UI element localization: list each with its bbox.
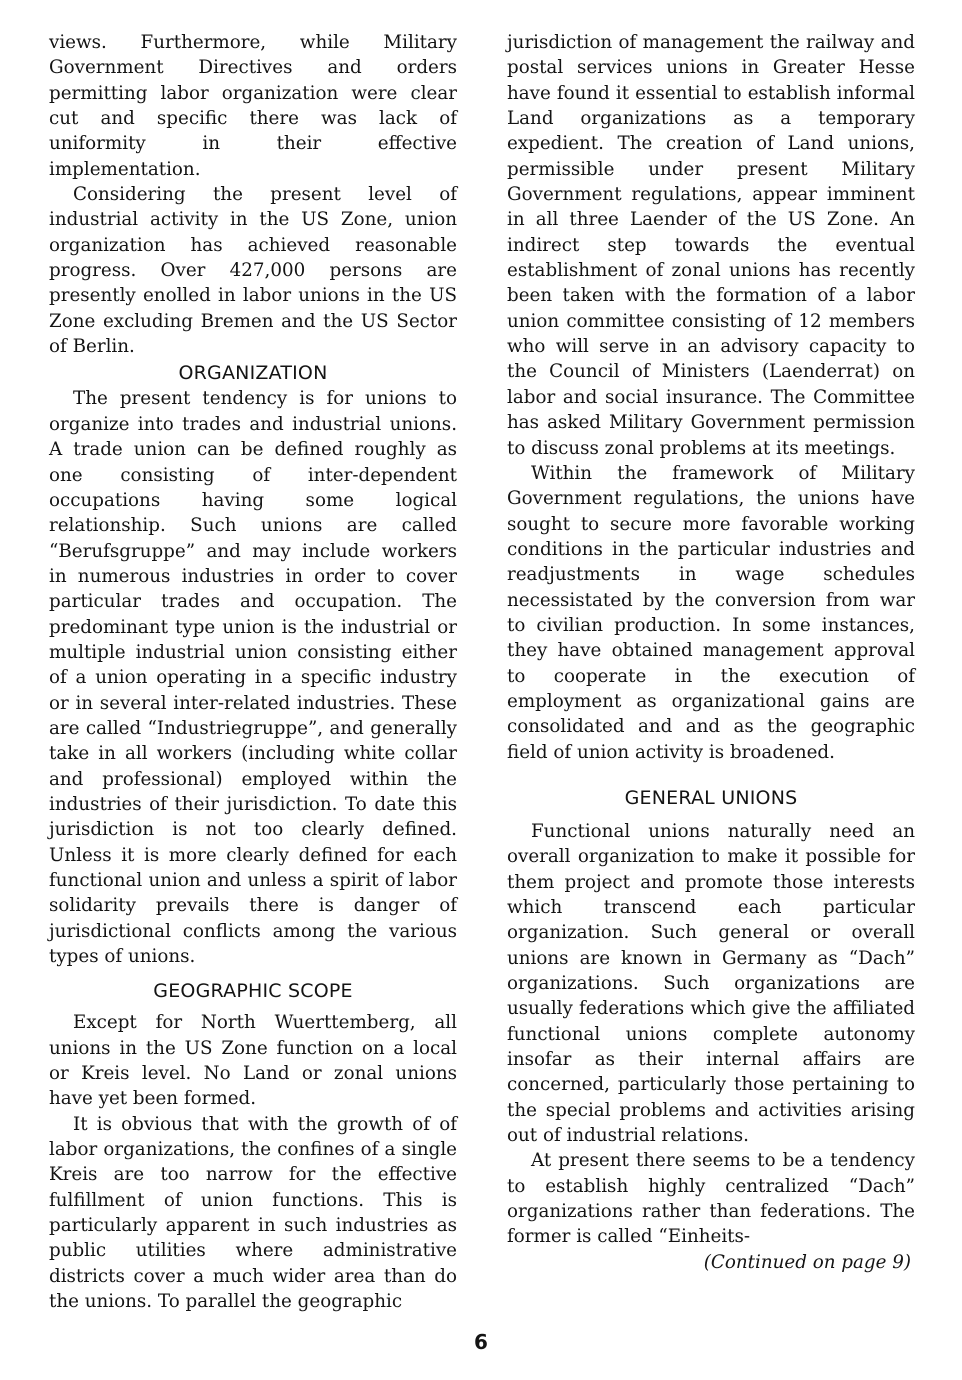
paragraph-framework: Within the framework of Military Government regulations, the unions have sought to secure more favorable working conditions in the particular industries and readjustments in wage schedules necessistated by the conversion from war to civilian production. In some instances, they have obtained management approval to cooperate in the execution of employment as organizational gains are consolidated and and as the geographic field of union activity is broadened. — [507, 462, 915, 763]
paragraph-geographic-2: It is obvious that with the growth of of labor organizations, the confines of a single Kreis are too narrow for the effective fulfillment of union functions. This is particularly apparent in such industries as public utilities where administrative districts cover a much wider area than do the unions. To parallel the geographic — [49, 1113, 457, 1313]
paragraph-geographic-1: Except for North Wuerttemberg, all unions in the US Zone function on a local or Kreis level. No Land or zonal unions have yet been formed. — [49, 1012, 457, 1110]
paragraph-organization: The present tendency is for unions to organize into trades and industrial unions. A trade union can be defined roughly as one consisting of inter-dependent occupations having some logical relationship. Such unions are called “Berufsgruppe” and may include workers in numerous industries in order to cover particular trades and occupation. The predominant type union is the industrial or multiple industrial union consisting either of a union operating in a specific industry or in several inter-related industries. These are called “Industriegruppe”, and generally take in all workers (including white collar and professional) employed within the industries of their jurisdiction. To date this jurisdiction is not too clearly defined. Unless it is more clearly defined for each functional union and unless a spirit of labor solidarity prevails there is danger of jurisdictional conflicts among the various types of unions. — [49, 388, 457, 968]
heading-general-unions: GENERAL UNIONS — [624, 786, 798, 809]
paragraph-jurisdiction: jurisdiction of management the railway and postal services unions in Greater Hesse have found it essential to establish informal Land organizations as a temporary expedient. The creation of Land unions, permissible under present Military Government regulations, appear imminent in all three Laender of the US Zone. An indirect step towards the eventual establishment of zonal unions has recently been taken with the formation of a labor union committee consisting of 12 members who will serve in an advisory capacity to the Council of Ministers (Laenderrat) on labor and social insurance. The Committee has asked Military Government permission to discuss zonal problems at its meetings. — [507, 32, 915, 459]
heading-organization: ORGANIZATION — [178, 362, 328, 385]
left-column — [49, 30, 457, 1315]
continued-note: (Continued on page 9) — [703, 1251, 911, 1273]
heading-geographic-scope: GEOGRAPHIC SCOPE — [153, 980, 353, 1003]
right-column — [507, 30, 915, 1275]
paragraph-intro: views. Furthermore, while Military Government Directives and orders permitting labor organization were clear cut and specific there was lack of uniformity in their effective implementation. — [49, 32, 457, 180]
paragraph-progress: Considering the present level of industrial activity in the US Zone, union organization has achieved reasonable progress. Over 427,000 persons are presently enolled in labor unions in the US Zone excluding Bremen and the US Sector of Berlin. — [49, 184, 457, 358]
paragraph-general-unions-2: At present there seems to be a tendency to establish highly centralized “Dach” organizations rather than federations. The former is called “Einheits- — [507, 1150, 915, 1248]
page-number: 6 — [474, 1330, 488, 1354]
paragraph-general-unions-1: Functional unions naturally need an overall organization to make it possible for them project and promote those interests which transcend each particular organization. Such general or overall unions are known in Germany as “Dach” organizations. Such organizations are usually federations which give the affiliated functional unions complete autonomy insofar as their internal affairs are concerned, particularly those pertaining to the special problems and activities arising out of industrial relations. — [507, 820, 915, 1147]
